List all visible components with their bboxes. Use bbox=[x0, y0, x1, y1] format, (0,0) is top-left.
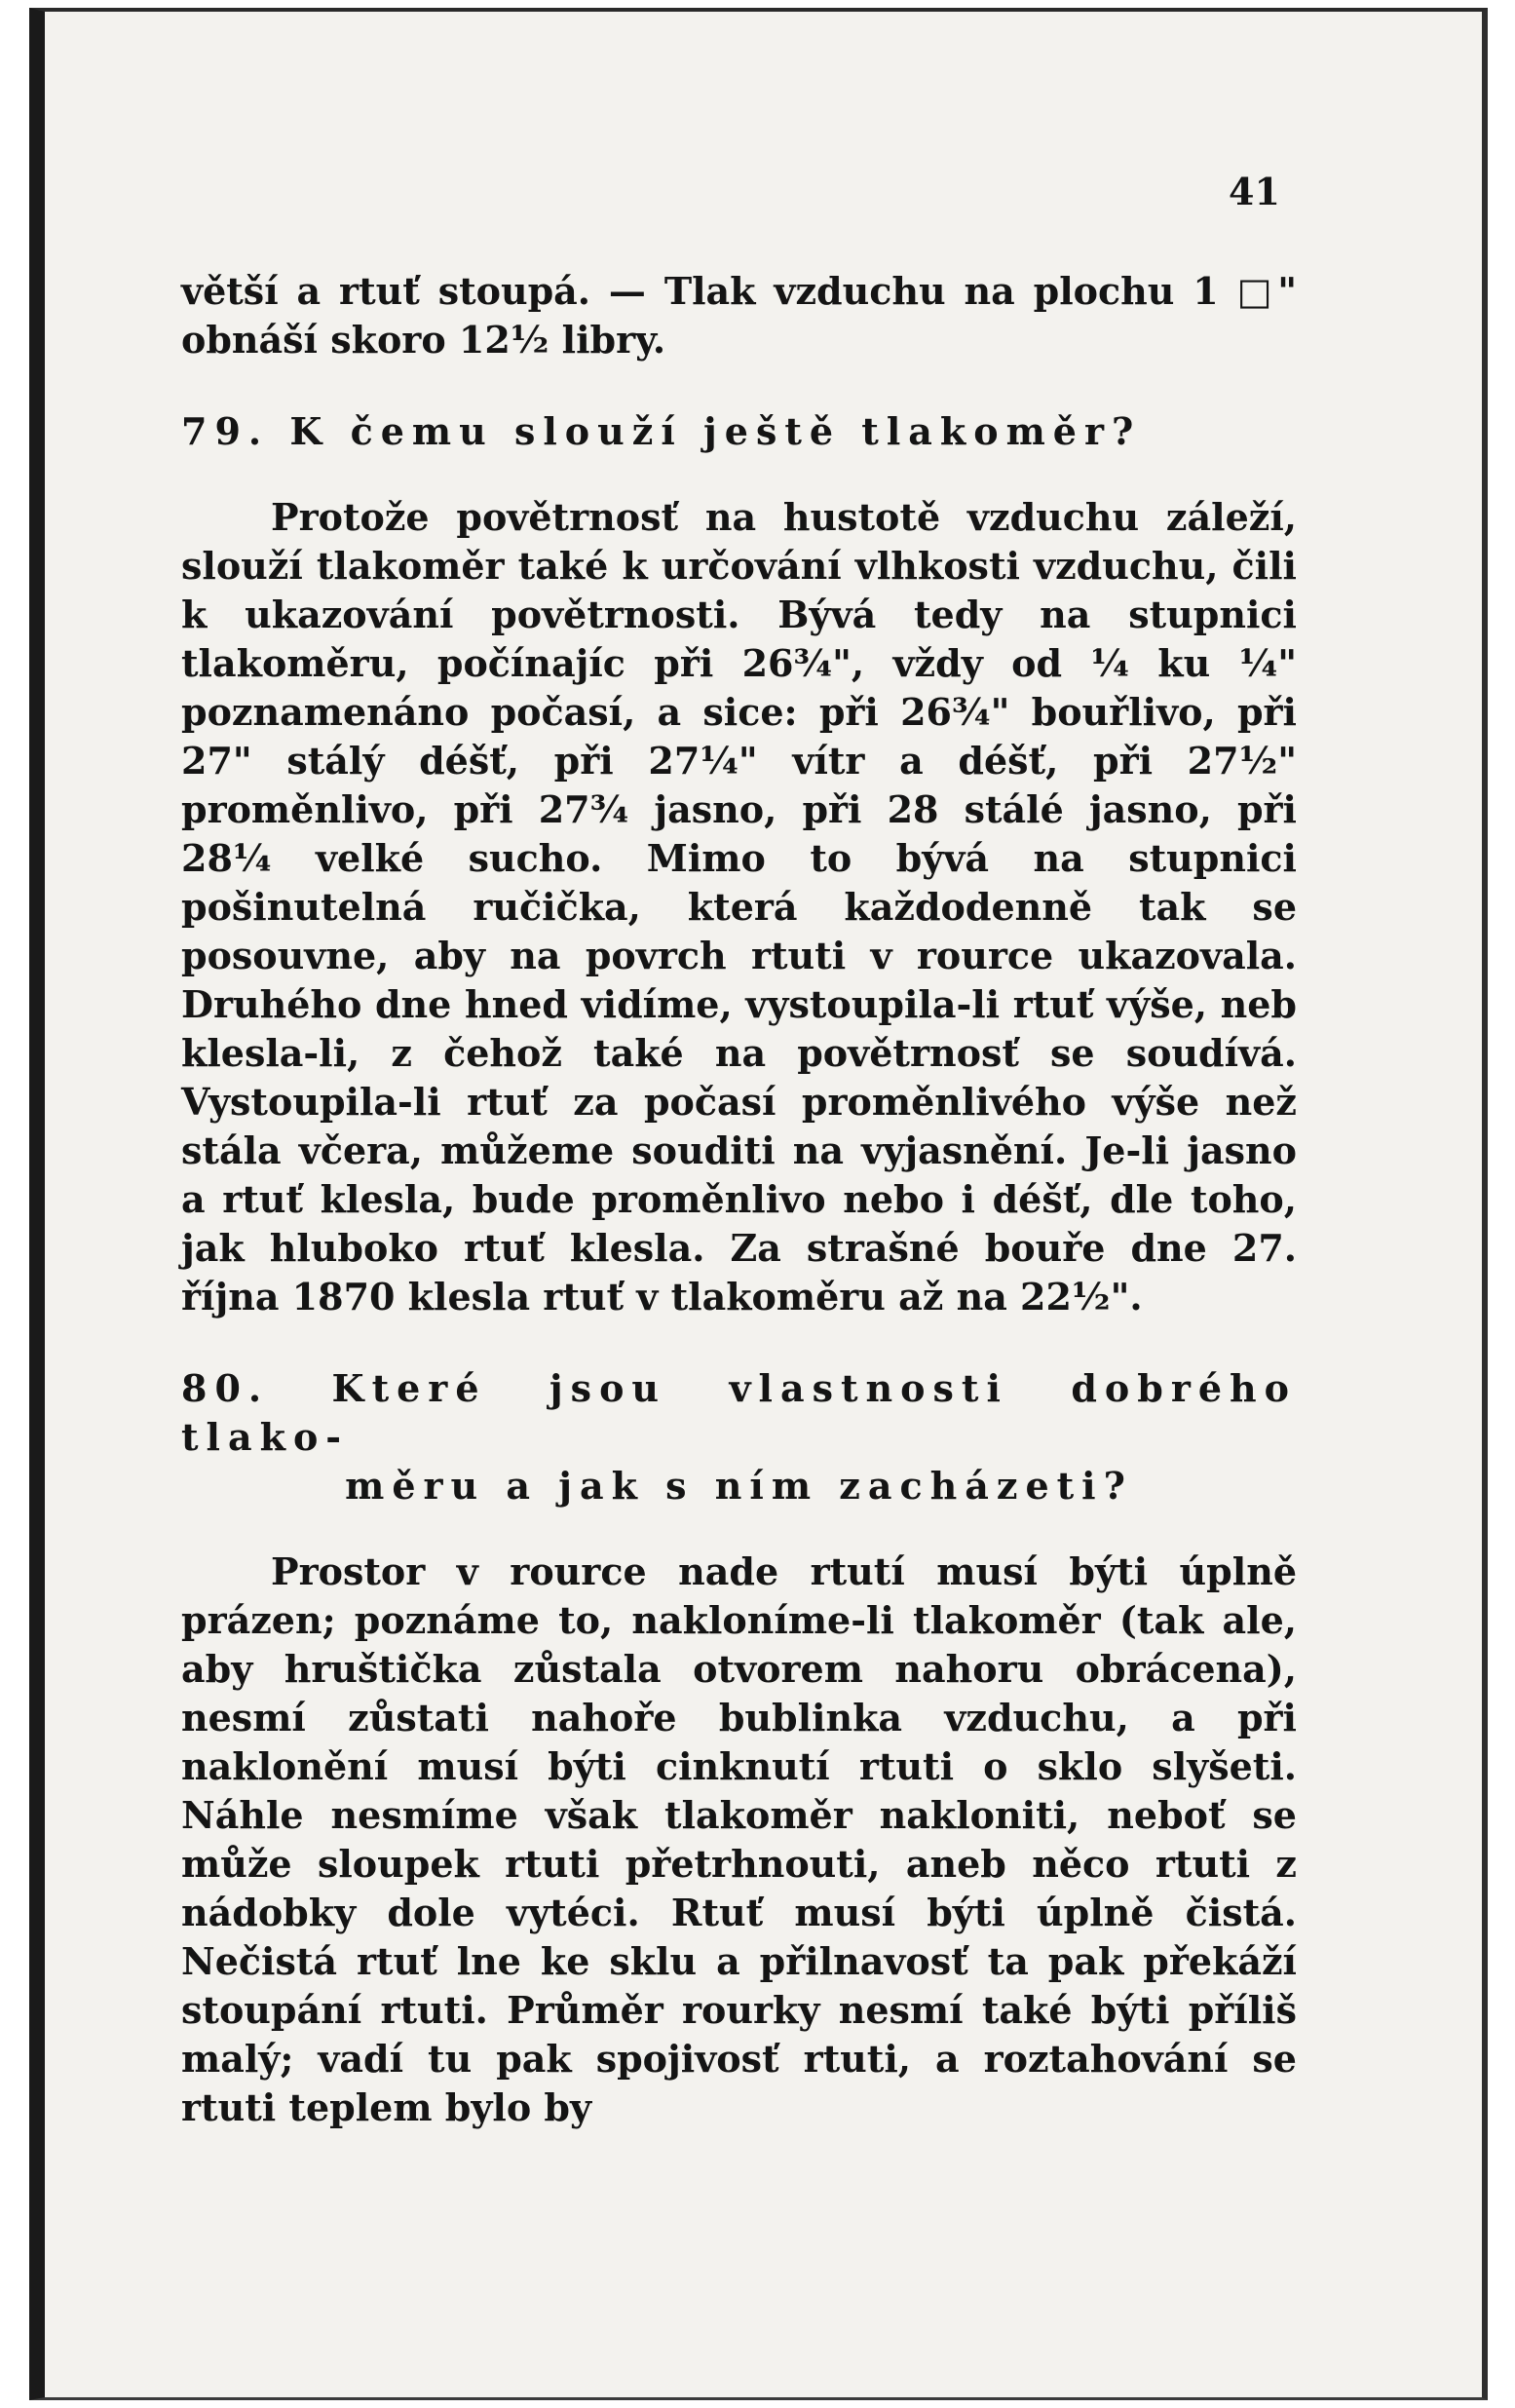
question-80-heading-line1: 80. Které jsou vlastnosti dobrého tlako- bbox=[181, 1366, 1297, 1459]
question-80-heading-line2: měru a jak s ním zacházeti? bbox=[345, 1464, 1133, 1508]
question-80-body: Prostor v rource nade rtutí musí býti úplně prázen; poznáme to, nakloníme-li tlakoměr (tak ale, aby hruštička zůstala otvorem nahoru obrácena), nesmí zůstati nahoře bublinka vzduchu, a při naklonění musí býti cinknutí rtuti o sklo slyšeti. Náhle nesmíme však tlakoměr nakloniti, neboť se může sloupek rtuti přetrhnouti, aneb něco rtuti z nádobky dole vytéci. Rtuť musí býti úplně čistá. Nečistá rtuť lne ke sklu a přilnavosť ta pak překáží stoupání rtuti. Průměr rourky nesmí také býti příliš malý; vadí tu pak spojivosť rtuti, a roztahování se rtuti teplem bylo by bbox=[181, 1549, 1297, 2129]
page-number: 41 bbox=[1229, 170, 1280, 213]
book-page bbox=[29, 8, 1488, 2400]
continuation-paragraph: větší a rtuť stoupá. — Tlak vzduchu na plochu 1 □" obnáší skoro 12½ libry. bbox=[181, 269, 1297, 362]
page-text bbox=[181, 267, 1297, 2132]
question-79-body: Protože povětrnosť na hustotě vzduchu záleží, slouží tlakoměr také k určování vlhkosti vzduchu, čili k ukazování povětrnosti. Bývá tedy na stupnici tlakoměru, počínajíc při 26¾", vždy od ¼ ku ¼" poznamenáno počasí, a sice: při 26¾" bouřlivo, při 27" stálý déšť, při 27¼" vítr a déšť, při 27½" proměnlivo, při 27¾ jasno, při 28 stálé jasno, při 28¼ velké sucho. Mimo to bývá na stupnici pošinutelná ručička, která každodenně tak se posouvne, aby na povrch rtuti v rource ukazovala. Druhého dne hned vidíme, vystoupila-li rtuť výše, neb klesla-li, z čehož také na povětrnosť se soudívá. Vystoupila-li rtuť za počasí proměnlivého výše než stála včera, můžeme souditi na vyjasnění. Je-li jasno a rtuť klesla, bude proměnlivo nebo i déšť, dle toho, jak hluboko rtuť klesla. Za strašné bouře dne 27. října 1870 klesla rtuť v tlakoměru až na 22½". bbox=[181, 495, 1297, 1319]
question-79-heading: 79. K čemu slouží ještě tlakoměr? bbox=[181, 409, 1142, 453]
